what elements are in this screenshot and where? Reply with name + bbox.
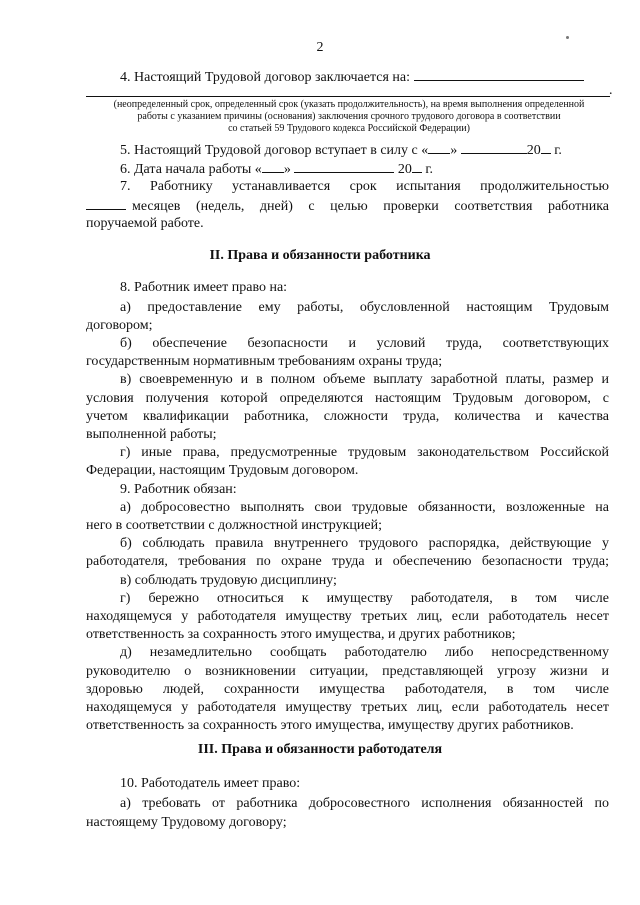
section-2-line: условия получения которой определяются настоящим Трудовым договором, с (86, 391, 609, 406)
section-2-line: б) обеспечение безопасности и условий труда, соответствующих (120, 336, 609, 351)
section-3-line: 10. Работодатель имеет право: (120, 776, 301, 791)
clause-5 (120, 141, 562, 159)
term-note-2: работы с указанием причины (основания) заключения срочного трудового договора в соответствии (137, 111, 561, 122)
section-2-line: а) предоставление ему работы, обусловленной настоящим Трудовым (120, 300, 609, 315)
section-2-line: государственным нормативным требованиям охраны труда; (86, 354, 443, 369)
clause-6-year: 20 (397, 162, 412, 177)
clause-7-line-1: 7. Работнику устанавливается срок испытания продолжительностью (120, 179, 609, 194)
effective-month-blank[interactable] (461, 141, 527, 154)
term-note-1: (неопределенный срок, определенный срок (указать продолжительность), на время выполнения определенной (113, 99, 585, 110)
start-year-blank[interactable] (412, 160, 422, 173)
effective-day-blank[interactable] (428, 141, 450, 154)
section-2-line: в) соблюдать трудовую дисциплину; (120, 573, 337, 588)
start-day-blank[interactable] (262, 160, 284, 173)
section-2-line: 8. Работник имеет право на: (120, 280, 288, 295)
clause-7-line-3: поручаемой работе. (86, 216, 204, 231)
clause-7-line-2-text: месяцев (недель, дней) с целью проверки соответствия работника (132, 199, 609, 214)
clause-5-year: 20 (526, 143, 541, 158)
clause-5-year-suffix: г. (550, 143, 562, 158)
clause-4-text: 4. Настоящий Трудовой договор заключается на: (120, 70, 410, 85)
section-2-line: выполненной работы; (86, 427, 217, 442)
clause-4 (120, 68, 584, 86)
section-2-line: ответственность за сохранность этого имущества, имуществу других работников. (86, 718, 574, 733)
section-2-line: а) добросовестно выполнять свои трудовые обязанности, возложенные на (120, 500, 609, 515)
clause-5-quote: » (450, 143, 458, 158)
section-2-line: руководителю о возникновении ситуации, представляющей угрозу жизни и (86, 664, 609, 679)
section-2-line: 9. Работник обязан: (120, 482, 237, 497)
section-2-line: г) бережно относиться к имуществу работодателя, в том числе (120, 591, 609, 606)
section-3-line: настоящему Трудовому договору; (86, 815, 287, 830)
clause-6 (120, 160, 433, 178)
section-2-line: б) соблюдать правила внутреннего трудового распорядка, действующие у (120, 536, 609, 551)
section-3-line: а) требовать от работника добросовестного исполнения обязанностей по (120, 796, 609, 811)
section-2-heading: II. Права и обязанности работника (209, 248, 431, 263)
section-2-line: Федерации, настоящим Трудовым договором. (86, 463, 359, 478)
clause-5-text: 5. Настоящий Трудовой договор вступает в силу с « (120, 143, 429, 158)
section-2-line: работодателя, требования по охране труда и обеспечению безопасности труда; (86, 554, 609, 569)
section-2-line: находящемуся у работодателя имуществу третьих лиц, если работодатель несет (86, 609, 609, 624)
section-2-line: договором; (86, 318, 153, 333)
page-number: 2 (316, 40, 324, 55)
section-2-line: д) незамедлительно сообщать работодателю либо непосредственному (120, 645, 609, 660)
term-note-3: со статьей 59 Трудового кодекса Российской Федерации) (228, 123, 470, 134)
term-line-end: . (609, 83, 613, 98)
section-2-line: него в соответствии с должностной инструкцией; (86, 518, 382, 533)
clause-6-quote: » (283, 162, 291, 177)
section-2-line: ответственность за сохранность этого имущества, и других работников; (86, 627, 516, 642)
term-line (86, 96, 610, 97)
section-2-line: здоровью людей, сохранности имущества работодателя, в том числе (86, 682, 609, 697)
section-2-line: учетом квалификации работника, сложности труда, количества и качества (86, 409, 609, 424)
clause-6-year-suffix: г. (421, 162, 433, 177)
section-3-heading: III. Права и обязанности работодателя (197, 742, 443, 757)
section-2-line: находящемуся у работодателя имуществу третьих лиц, если работодатель несет (86, 700, 609, 715)
section-2-line: г) иные права, предусмотренные трудовым законодательством Российской (120, 445, 609, 460)
effective-year-blank[interactable] (541, 141, 551, 154)
clause-6-text: 6. Дата начала работы « (120, 162, 262, 177)
scan-speck (566, 36, 569, 39)
term-blank[interactable] (414, 68, 584, 81)
clause-7-line-2 (86, 197, 609, 215)
start-month-blank[interactable] (294, 160, 394, 173)
section-2-line: в) своевременную и в полном объеме выплату заработной платы, размер и (120, 372, 609, 387)
probation-blank[interactable] (86, 197, 126, 210)
